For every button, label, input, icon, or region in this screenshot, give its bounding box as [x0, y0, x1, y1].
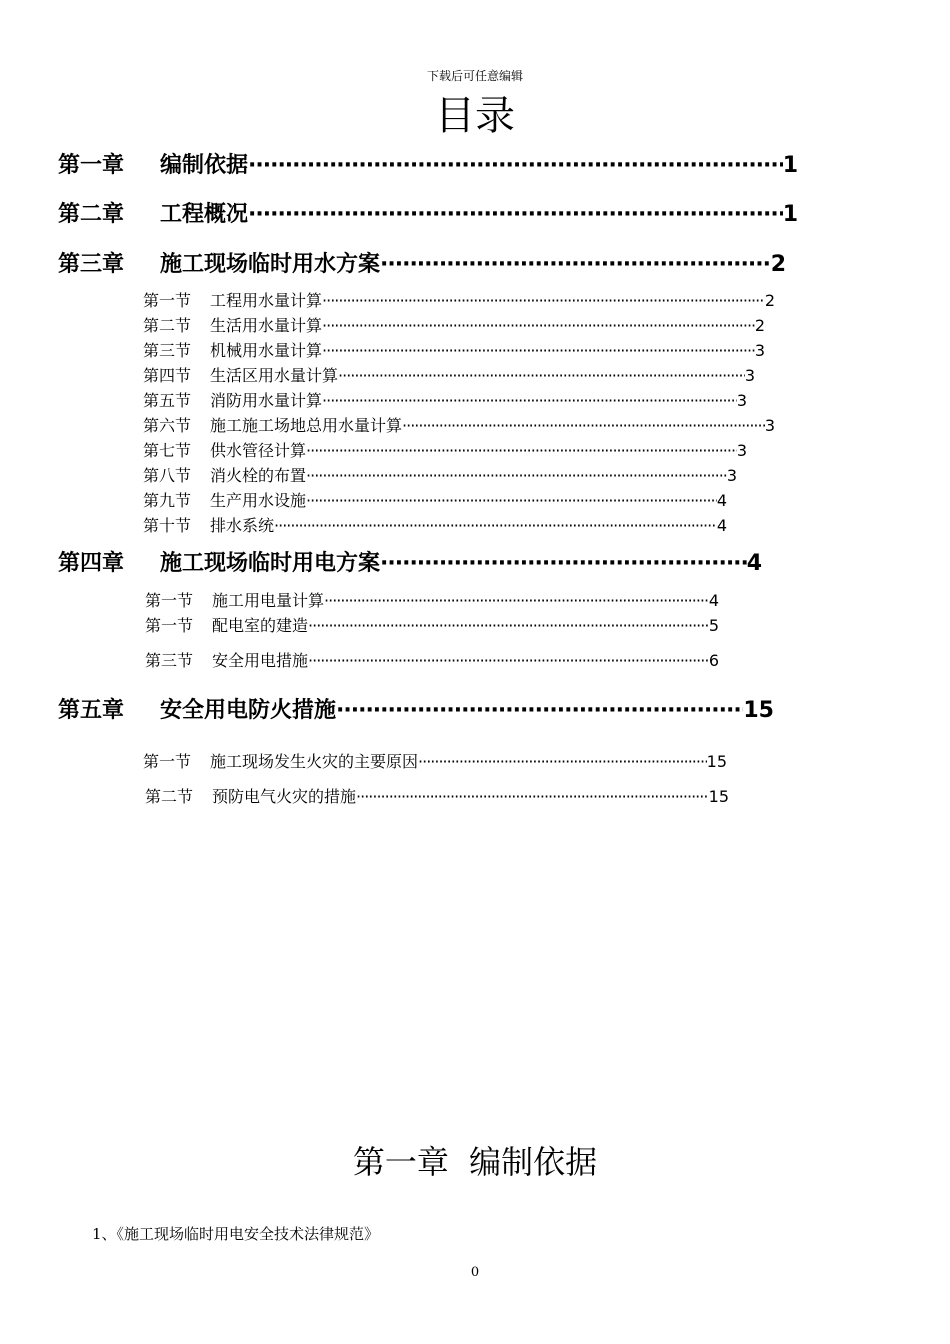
toc-entry-page: 15 — [706, 752, 727, 771]
toc-entry-title: 施工施工场地总用水量计算 — [210, 416, 403, 435]
toc-entry-title: 排水系统 — [210, 516, 275, 535]
toc-chapter-2[interactable] — [58, 200, 798, 230]
toc-entry-title: 消火栓的布置 — [210, 466, 307, 485]
toc-entry-title: 工程用水量计算 — [210, 291, 323, 310]
toc-entry-number: 第四章 — [58, 551, 125, 576]
toc-entry-page: 2 — [764, 291, 775, 310]
toc-entry-number: 第一章 — [58, 153, 125, 178]
toc-section-3-8[interactable] — [143, 465, 737, 487]
toc-leader-dots — [380, 250, 771, 280]
toc-leader-dots — [322, 290, 765, 312]
toc-section-3-1[interactable] — [143, 290, 775, 312]
toc-section-5-1[interactable] — [143, 751, 727, 773]
toc-chapter-3[interactable] — [58, 250, 786, 280]
toc-leader-dots — [308, 615, 709, 637]
toc-leader-dots — [322, 340, 755, 362]
toc-entry-page: 3 — [744, 366, 755, 385]
toc-section-4-2[interactable] — [145, 615, 719, 637]
toc-section-3-10[interactable] — [143, 515, 727, 537]
toc-leader-dots — [380, 549, 747, 579]
toc-leader-dots — [418, 751, 707, 773]
toc-leader-dots — [402, 415, 765, 437]
toc-section-3-7[interactable] — [143, 440, 747, 462]
toc-chapter-1[interactable] — [58, 151, 798, 181]
toc-leader-dots — [306, 465, 727, 487]
toc-leader-dots — [336, 696, 743, 726]
toc-entry-page: 4 — [746, 551, 762, 576]
toc-entry-number: 第二章 — [58, 202, 125, 227]
toc-entry-number: 第五章 — [58, 698, 125, 723]
toc-entry-title: 施工现场发生火灾的主要原因 — [210, 752, 419, 771]
toc-entry-number: 第一节 — [145, 591, 194, 610]
toc-entry-title: 编制依据 — [160, 153, 249, 178]
toc-entry-number: 第五节 — [143, 391, 192, 410]
toc-entry-title: 供水管径计算 — [210, 441, 307, 460]
toc-entry-page: 15 — [743, 698, 774, 723]
toc-entry-page: 4 — [708, 591, 719, 610]
toc-entry-title: 安全用电措施 — [212, 651, 309, 670]
toc-entry-number: 第六节 — [143, 416, 192, 435]
toc-section-3-6[interactable] — [143, 415, 775, 437]
reference-item: 1、《施工现场临时用电安全技术法律规范》 — [92, 1225, 380, 1243]
toc-entry-title: 配电室的建造 — [212, 616, 309, 635]
toc-entry-page: 3 — [764, 416, 775, 435]
toc-entry-title: 施工现场临时用电方案 — [160, 551, 381, 576]
toc-section-3-2[interactable] — [143, 315, 765, 337]
toc-section-4-1[interactable] — [145, 590, 719, 612]
toc-entry-number: 第二节 — [143, 316, 192, 335]
toc-entry-number: 第七节 — [143, 441, 192, 460]
toc-leader-dots — [324, 590, 709, 612]
toc-entry-title: 预防电气火灾的措施 — [212, 787, 357, 806]
toc-leader-dots — [322, 315, 755, 337]
toc-entry-page: 3 — [726, 466, 737, 485]
toc-section-5-2[interactable] — [145, 786, 729, 808]
toc-section-3-4[interactable] — [143, 365, 755, 387]
toc-entry-page: 4 — [716, 491, 727, 510]
toc-entry-title: 消防用水量计算 — [210, 391, 323, 410]
toc-entry-page: 1 — [782, 202, 798, 227]
toc-entry-title: 生产用水设施 — [210, 491, 307, 510]
toc-entry-number: 第三节 — [145, 651, 194, 670]
toc-leader-dots — [274, 515, 717, 537]
toc-entry-number: 第一节 — [145, 616, 194, 635]
toc-entry-number: 第九节 — [143, 491, 192, 510]
toc-entry-page: 15 — [708, 787, 729, 806]
toc-leader-dots — [248, 200, 783, 230]
toc-leader-dots — [306, 440, 737, 462]
page-header-note: 下载后可任意编辑 — [426, 69, 523, 83]
toc-entry-title: 机械用水量计算 — [210, 341, 323, 360]
toc-entry-page: 2 — [770, 252, 786, 277]
toc-chapter-5[interactable] — [58, 696, 774, 726]
toc-leader-dots — [356, 786, 709, 808]
chapter-heading: 第一章 编制依据 — [352, 1143, 598, 1181]
toc-entry-number: 第八节 — [143, 466, 192, 485]
toc-entry-number: 第一节 — [143, 752, 192, 771]
toc-title: 目录 — [435, 93, 515, 139]
toc-entry-page: 3 — [736, 391, 747, 410]
toc-leader-dots — [308, 650, 709, 672]
page-number: 0 — [470, 1265, 480, 1280]
toc-section-3-5[interactable] — [143, 390, 747, 412]
toc-leader-dots — [306, 490, 717, 512]
toc-entry-title: 生活用水量计算 — [210, 316, 323, 335]
toc-entry-page: 3 — [736, 441, 747, 460]
toc-entry-number: 第三章 — [58, 252, 125, 277]
toc-entry-number: 第十节 — [143, 516, 192, 535]
toc-section-3-9[interactable] — [143, 490, 727, 512]
toc-entry-title: 安全用电防火措施 — [160, 698, 337, 723]
toc-entry-title: 施工现场临时用水方案 — [160, 252, 381, 277]
toc-section-4-3[interactable] — [145, 650, 719, 672]
toc-chapter-4[interactable] — [58, 549, 762, 579]
toc-entry-title: 生活区用水量计算 — [210, 366, 339, 385]
toc-entry-number: 第一节 — [143, 291, 192, 310]
toc-leader-dots — [248, 151, 783, 181]
toc-section-3-3[interactable] — [143, 340, 765, 362]
toc-entry-page: 3 — [754, 341, 765, 360]
toc-entry-title: 工程概况 — [160, 202, 249, 227]
toc-entry-page: 5 — [708, 616, 719, 635]
toc-entry-page: 1 — [782, 153, 798, 178]
toc-leader-dots — [338, 365, 745, 387]
toc-entry-page: 2 — [754, 316, 765, 335]
toc-leader-dots — [322, 390, 737, 412]
toc-entry-title: 施工用电量计算 — [212, 591, 325, 610]
toc-entry-page: 4 — [716, 516, 727, 535]
toc-entry-number: 第四节 — [143, 366, 192, 385]
toc-entry-number: 第二节 — [145, 787, 194, 806]
toc-entry-page: 6 — [708, 651, 719, 670]
toc-entry-number: 第三节 — [143, 341, 192, 360]
